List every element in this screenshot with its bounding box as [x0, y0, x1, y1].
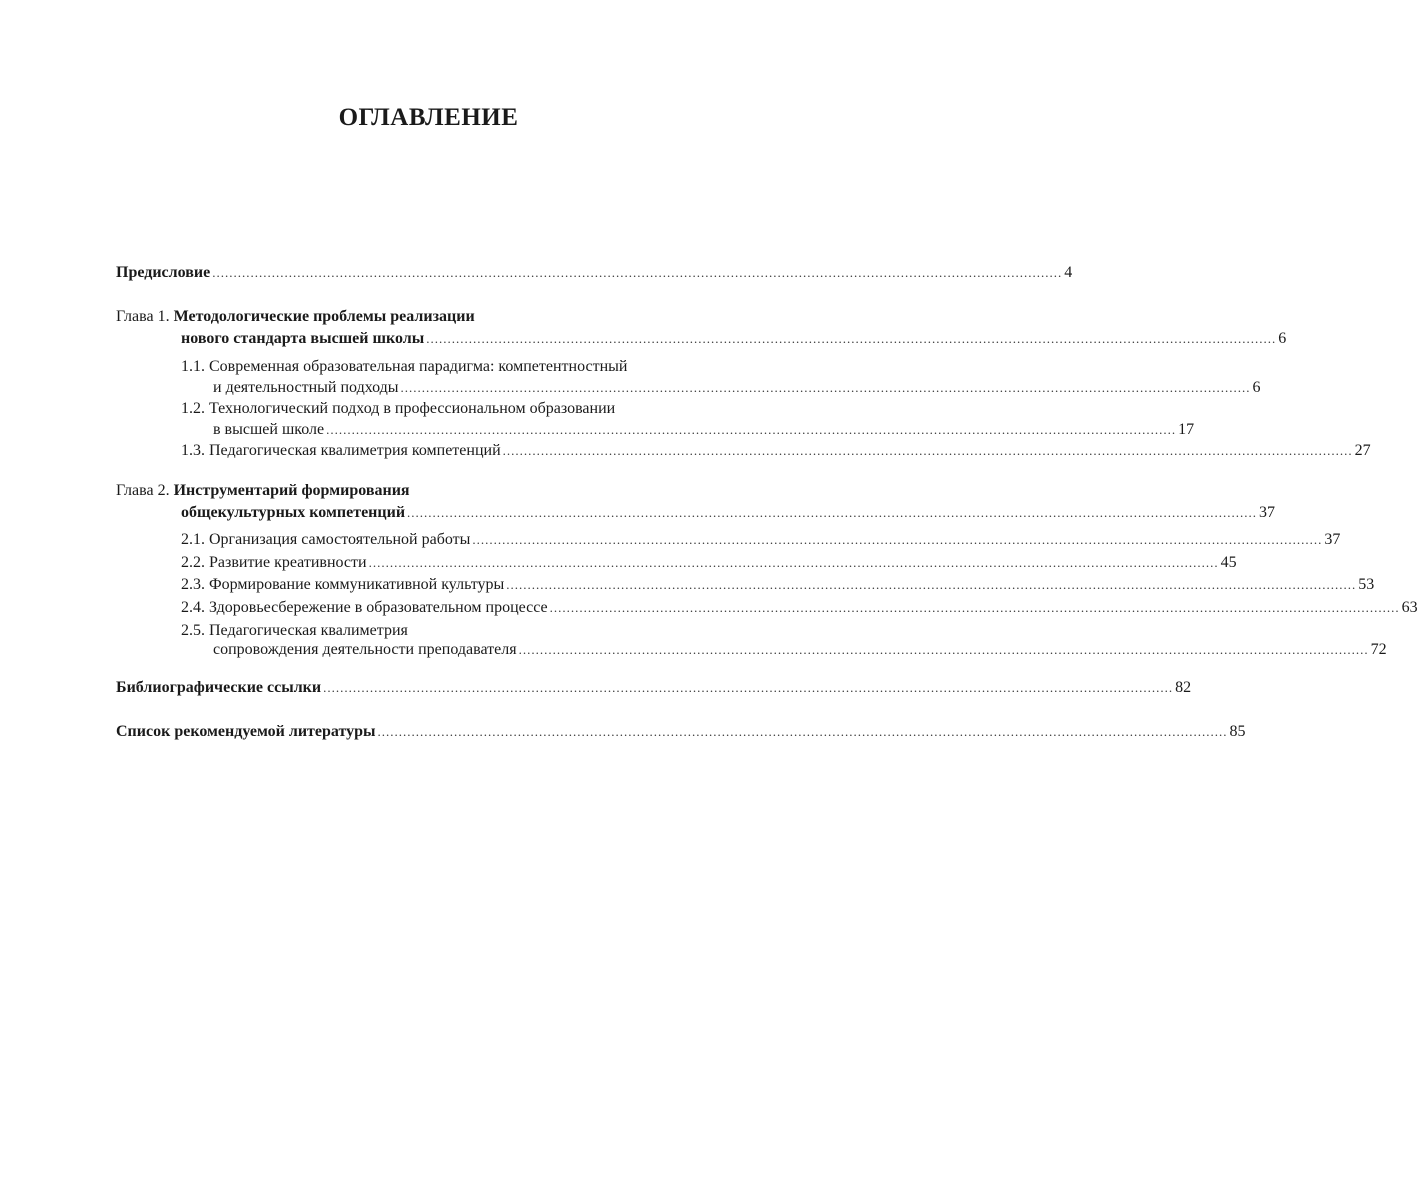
toc-page-number: 17 — [1178, 421, 1195, 438]
toc-section-1-1-cont[interactable] — [213, 377, 1261, 399]
section-title-cont: в высшей школе — [213, 421, 325, 438]
dot-leader: ........................................................................................................................................................................................................ — [368, 555, 1219, 570]
toc-entry-literature[interactable] — [116, 721, 1246, 743]
toc-entry-label: Список рекомендуемой литературы — [116, 723, 376, 740]
toc-page-number: 6 — [1278, 330, 1287, 347]
section-title-cont: и деятельностный подходы — [213, 379, 399, 396]
toc-section-1-2-cont[interactable] — [213, 419, 1195, 441]
toc-entry-label: Предисловие — [116, 264, 211, 281]
toc-section-2-5-cont[interactable] — [213, 639, 1387, 661]
chapter-title: Методологические проблемы реализации — [173, 308, 475, 325]
toc-page-number: 4 — [1064, 264, 1073, 281]
chapter-title-cont: нового стандарта высшей школы — [181, 330, 425, 347]
toc-section-1-1[interactable] — [181, 356, 732, 378]
chapter-prefix: Глава 2. — [116, 482, 170, 499]
dot-leader: ........................................................................................................................................................................................................ — [518, 642, 1369, 657]
toc-chapter1-title-continued[interactable] — [181, 328, 1287, 350]
toc-chapter1-heading[interactable] — [116, 306, 732, 328]
section-title: 2.1. Организация самостоятельной работы — [181, 531, 471, 548]
chapter-title: Инструментарий формирования — [173, 482, 410, 499]
toc-section-2-4[interactable] — [181, 597, 1418, 619]
section-title: 1.3. Педагогическая квалиметрия компетенций — [181, 442, 501, 459]
toc-chapter2-title-continued[interactable] — [181, 502, 1276, 524]
toc-entry-label: Библиографические ссылки — [116, 679, 322, 696]
chapter-prefix: Глава 1. — [116, 308, 170, 325]
dot-leader: ........................................................................................................................................................................................................ — [400, 380, 1251, 395]
section-title-cont: сопровождения деятельности преподавателя — [213, 641, 517, 658]
toc-section-1-2[interactable] — [181, 398, 732, 420]
toc-page-number: 37 — [1259, 504, 1276, 521]
toc-entry-preface[interactable] — [116, 262, 1073, 284]
toc-page-number: 85 — [1229, 723, 1246, 740]
toc-section-2-1[interactable] — [181, 529, 1341, 551]
toc-section-1-3[interactable] — [181, 440, 1371, 462]
section-title: 2.4. Здоровьесбережение в образовательном процессе — [181, 599, 548, 616]
toc-chapter2-heading[interactable] — [116, 480, 732, 502]
toc-page-number: 72 — [1370, 641, 1387, 658]
toc-page-number: 37 — [1324, 531, 1341, 548]
dot-leader: ........................................................................................................................................................................................................ — [407, 505, 1258, 520]
dot-leader: ........................................................................................................................................................................................................ — [426, 331, 1277, 346]
toc-page-number: 6 — [1252, 379, 1261, 396]
dot-leader: ........................................................................................................................................................................................................ — [549, 600, 1400, 615]
chapter-title-cont: общекультурных компетенций — [181, 504, 406, 521]
toc-section-2-3[interactable] — [181, 574, 1375, 596]
dot-leader: ........................................................................................................................................................................................................ — [323, 680, 1174, 695]
page-title: ОГЛАВЛЕНИЕ — [338, 104, 519, 131]
toc-page-number: 27 — [1354, 442, 1371, 459]
section-title: 2.2. Развитие креативности — [181, 554, 367, 571]
section-title: 2.3. Формирование коммуникативной культуры — [181, 576, 505, 593]
toc-page-number: 63 — [1401, 599, 1418, 616]
dot-leader: ........................................................................................................................................................................................................ — [502, 443, 1353, 458]
section-title: 2.5. Педагогическая квалиметрия — [181, 622, 408, 639]
dot-leader: ........................................................................................................................................................................................................ — [472, 532, 1323, 547]
dot-leader: ........................................................................................................................................................................................................ — [212, 265, 1063, 280]
dot-leader: ........................................................................................................................................................................................................ — [326, 422, 1177, 437]
toc-page-number: 45 — [1220, 554, 1237, 571]
toc-entry-references[interactable] — [116, 677, 1192, 699]
toc-section-2-2[interactable] — [181, 552, 1237, 574]
toc-page-number: 53 — [1358, 576, 1375, 593]
section-title: 1.2. Технологический подход в профессиональном образовании — [181, 400, 616, 417]
toc-page-number: 82 — [1175, 679, 1192, 696]
section-title: 1.1. Современная образовательная парадигма: компетентностный — [181, 358, 628, 375]
dot-leader: ........................................................................................................................................................................................................ — [377, 724, 1228, 739]
dot-leader: ........................................................................................................................................................................................................ — [506, 577, 1357, 592]
